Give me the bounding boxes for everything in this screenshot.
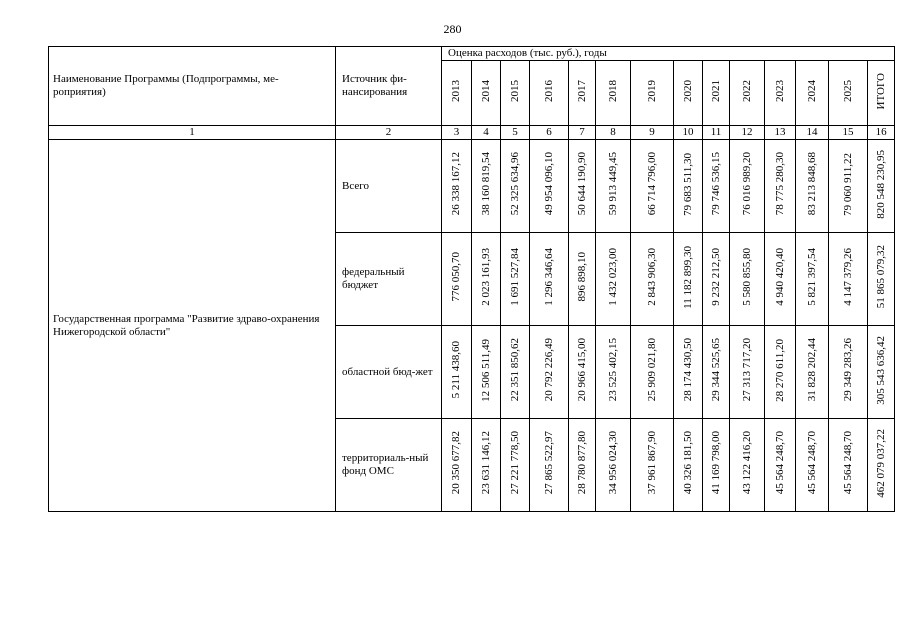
value-cell xyxy=(631,140,674,233)
column-index-cell: 9 xyxy=(631,126,674,140)
value-text: 4 147 379,26 xyxy=(841,248,854,306)
year-header-cell xyxy=(829,61,868,126)
year-header-cell xyxy=(442,61,472,126)
value-text: 11 182 899,30 xyxy=(681,245,694,309)
value-text: 83 213 848,68 xyxy=(805,152,818,216)
value-cell xyxy=(472,233,501,326)
value-cell xyxy=(472,419,501,512)
value-text: 2 023 161,93 xyxy=(479,248,492,306)
year-header-cell xyxy=(703,61,730,126)
value-text: 28 270 611,20 xyxy=(773,338,786,402)
column-index-cell: 14 xyxy=(796,126,829,140)
value-cell xyxy=(829,419,868,512)
value-text: 38 160 819,54 xyxy=(479,152,492,216)
value-cell xyxy=(472,140,501,233)
header-source: Источник фи-нансирования xyxy=(336,47,442,126)
year-label: 2021 xyxy=(709,80,722,102)
value-text: 79 683 511,30 xyxy=(681,152,694,216)
value-text: 37 961 867,90 xyxy=(645,431,658,495)
year-header-cell xyxy=(765,61,796,126)
value-cell xyxy=(596,419,631,512)
column-index-cell: 7 xyxy=(569,126,596,140)
year-header-cell xyxy=(730,61,765,126)
value-text: 76 016 989,20 xyxy=(740,152,753,216)
year-label: 2025 xyxy=(841,80,854,102)
year-header-cell xyxy=(472,61,501,126)
value-cell xyxy=(868,140,895,233)
year-header-cell xyxy=(674,61,703,126)
column-index-cell: 2 xyxy=(336,126,442,140)
value-text: 20 792 226,49 xyxy=(542,338,555,402)
value-cell xyxy=(530,233,569,326)
value-text: 23 525 402,15 xyxy=(606,338,619,402)
value-text: 52 325 634,96 xyxy=(508,152,521,216)
value-cell xyxy=(569,233,596,326)
value-text: 41 169 798,00 xyxy=(709,431,722,495)
value-cell xyxy=(501,233,530,326)
value-text: 5 211 438,60 xyxy=(450,341,462,399)
column-index-cell: 12 xyxy=(730,126,765,140)
value-text: 22 351 850,62 xyxy=(508,338,521,402)
year-label: 2014 xyxy=(479,80,492,102)
program-body xyxy=(49,140,895,512)
value-cell xyxy=(730,326,765,419)
value-text: 23 631 146,12 xyxy=(479,431,492,495)
value-text: 1 432 023,00 xyxy=(606,248,619,306)
value-text: 49 954 096,10 xyxy=(542,152,555,216)
year-header-cell xyxy=(631,61,674,126)
year-header-cell xyxy=(596,61,631,126)
value-text: 50 644 190,90 xyxy=(575,152,588,216)
value-text: 896 898,10 xyxy=(575,252,588,302)
value-cell xyxy=(765,419,796,512)
value-text: 51 865 079,32 xyxy=(874,245,887,309)
value-text: 79 060 911,22 xyxy=(841,152,854,216)
value-text: 20 350 677,82 xyxy=(450,431,462,495)
value-text: 66 714 796,00 xyxy=(645,152,658,216)
value-cell xyxy=(674,419,703,512)
value-text: 78 775 280,30 xyxy=(773,152,786,216)
value-text: 9 232 212,50 xyxy=(709,248,722,306)
value-cell xyxy=(442,140,472,233)
column-index-cell: 11 xyxy=(703,126,730,140)
value-cell xyxy=(569,140,596,233)
column-index-cell: 1 xyxy=(49,126,336,140)
value-cell xyxy=(703,326,730,419)
year-header-cell xyxy=(501,61,530,126)
value-cell xyxy=(631,419,674,512)
value-text: 28 780 877,80 xyxy=(575,431,588,495)
funding-source: федеральный бюджет xyxy=(336,233,442,326)
column-index-cell: 5 xyxy=(501,126,530,140)
value-text: 12 506 511,49 xyxy=(479,338,492,402)
column-index-cell: 13 xyxy=(765,126,796,140)
year-header-cell xyxy=(796,61,829,126)
value-cell xyxy=(442,419,472,512)
value-cell xyxy=(530,419,569,512)
column-index-cell: 4 xyxy=(472,126,501,140)
value-text: 27 221 778,50 xyxy=(508,431,521,495)
value-text: 25 909 021,80 xyxy=(645,338,658,402)
value-cell xyxy=(829,140,868,233)
value-text: 4 940 420,40 xyxy=(773,248,786,306)
value-text: 776 050,70 xyxy=(450,252,462,302)
column-index-cell: 6 xyxy=(530,126,569,140)
value-text: 20 966 415,00 xyxy=(575,338,588,402)
table-row xyxy=(49,140,895,233)
value-text: 59 913 449,45 xyxy=(606,152,619,216)
column-index-cell: 10 xyxy=(674,126,703,140)
value-text: 5 821 397,54 xyxy=(805,248,818,306)
year-label: ИТОГО xyxy=(874,72,887,110)
value-cell xyxy=(442,326,472,419)
value-cell xyxy=(796,233,829,326)
value-cell xyxy=(703,140,730,233)
value-cell xyxy=(530,326,569,419)
value-cell xyxy=(596,233,631,326)
column-index-cell: 8 xyxy=(596,126,631,140)
year-header-cell xyxy=(530,61,569,126)
value-cell xyxy=(868,326,895,419)
value-text: 28 174 430,50 xyxy=(681,338,694,402)
year-label: 2013 xyxy=(450,80,462,102)
value-cell xyxy=(596,326,631,419)
value-cell xyxy=(829,233,868,326)
value-cell xyxy=(596,140,631,233)
value-cell xyxy=(674,140,703,233)
year-label: 2020 xyxy=(681,80,694,102)
value-cell xyxy=(868,233,895,326)
value-cell xyxy=(765,326,796,419)
value-text: 462 079 037,22 xyxy=(874,428,887,498)
value-cell xyxy=(674,233,703,326)
value-text: 34 956 024,30 xyxy=(606,431,619,495)
value-text: 27 313 717,20 xyxy=(740,338,753,402)
value-text: 29 344 525,65 xyxy=(709,338,722,402)
value-cell xyxy=(730,140,765,233)
page-number: 280 xyxy=(443,22,462,36)
year-label: 2022 xyxy=(740,80,753,102)
value-text: 79 746 536,15 xyxy=(709,152,722,216)
column-index-cell: 16 xyxy=(868,126,895,140)
value-text: 26 338 167,12 xyxy=(450,152,462,216)
value-cell xyxy=(765,140,796,233)
value-cell xyxy=(501,419,530,512)
value-cell xyxy=(703,233,730,326)
header-estimate: Оценка расходов (тыс. руб.), годы xyxy=(442,47,895,61)
year-header-cell xyxy=(868,61,895,126)
value-cell xyxy=(501,326,530,419)
budget-table xyxy=(48,46,895,512)
value-text: 31 828 202,44 xyxy=(805,338,818,402)
value-cell xyxy=(703,419,730,512)
value-cell xyxy=(868,419,895,512)
value-cell xyxy=(796,140,829,233)
value-cell xyxy=(765,233,796,326)
value-text: 45 564 248,70 xyxy=(773,431,786,495)
year-label: 2017 xyxy=(575,80,588,102)
value-cell xyxy=(796,419,829,512)
year-label: 2024 xyxy=(805,80,818,102)
value-cell xyxy=(730,233,765,326)
year-label: 2018 xyxy=(606,80,619,102)
value-cell xyxy=(501,140,530,233)
funding-source: областной бюд-жет xyxy=(336,326,442,419)
value-cell xyxy=(674,326,703,419)
column-index-row xyxy=(49,126,895,140)
value-cell xyxy=(631,233,674,326)
column-index-cell: 15 xyxy=(829,126,868,140)
value-text: 40 326 181,50 xyxy=(681,431,694,495)
year-header-cell xyxy=(569,61,596,126)
year-label: 2015 xyxy=(508,80,521,102)
value-text: 29 349 283,26 xyxy=(841,338,854,402)
value-text: 5 580 855,80 xyxy=(740,248,753,306)
value-cell xyxy=(796,326,829,419)
value-text: 27 865 522,97 xyxy=(542,431,555,495)
value-text: 2 843 906,30 xyxy=(645,248,658,306)
value-text: 1 296 346,64 xyxy=(542,248,555,306)
value-cell xyxy=(730,419,765,512)
value-cell xyxy=(442,233,472,326)
value-cell xyxy=(829,326,868,419)
value-cell xyxy=(631,326,674,419)
value-text: 43 122 416,20 xyxy=(740,431,753,495)
value-cell xyxy=(472,326,501,419)
value-cell xyxy=(530,140,569,233)
value-text: 305 543 636,42 xyxy=(874,335,887,405)
value-text: 45 564 248,70 xyxy=(841,431,854,495)
value-text: 45 564 248,70 xyxy=(805,431,818,495)
program-name: Государственная программа "Развитие здраво-охранения Нижегородской области" xyxy=(49,140,336,512)
value-cell xyxy=(569,326,596,419)
year-label: 2019 xyxy=(645,80,658,102)
funding-source: территориаль-ный фонд ОМС xyxy=(336,419,442,512)
year-label: 2016 xyxy=(542,80,555,102)
value-cell xyxy=(569,419,596,512)
column-index-cell: 3 xyxy=(442,126,472,140)
value-text: 1 691 527,84 xyxy=(508,248,521,306)
year-label: 2023 xyxy=(773,80,786,102)
funding-source: Всего xyxy=(336,140,442,233)
header-name: Наименование Программы (Подпрограммы, ме-роприятия) xyxy=(49,47,336,126)
value-text: 820 548 230,95 xyxy=(874,149,887,219)
